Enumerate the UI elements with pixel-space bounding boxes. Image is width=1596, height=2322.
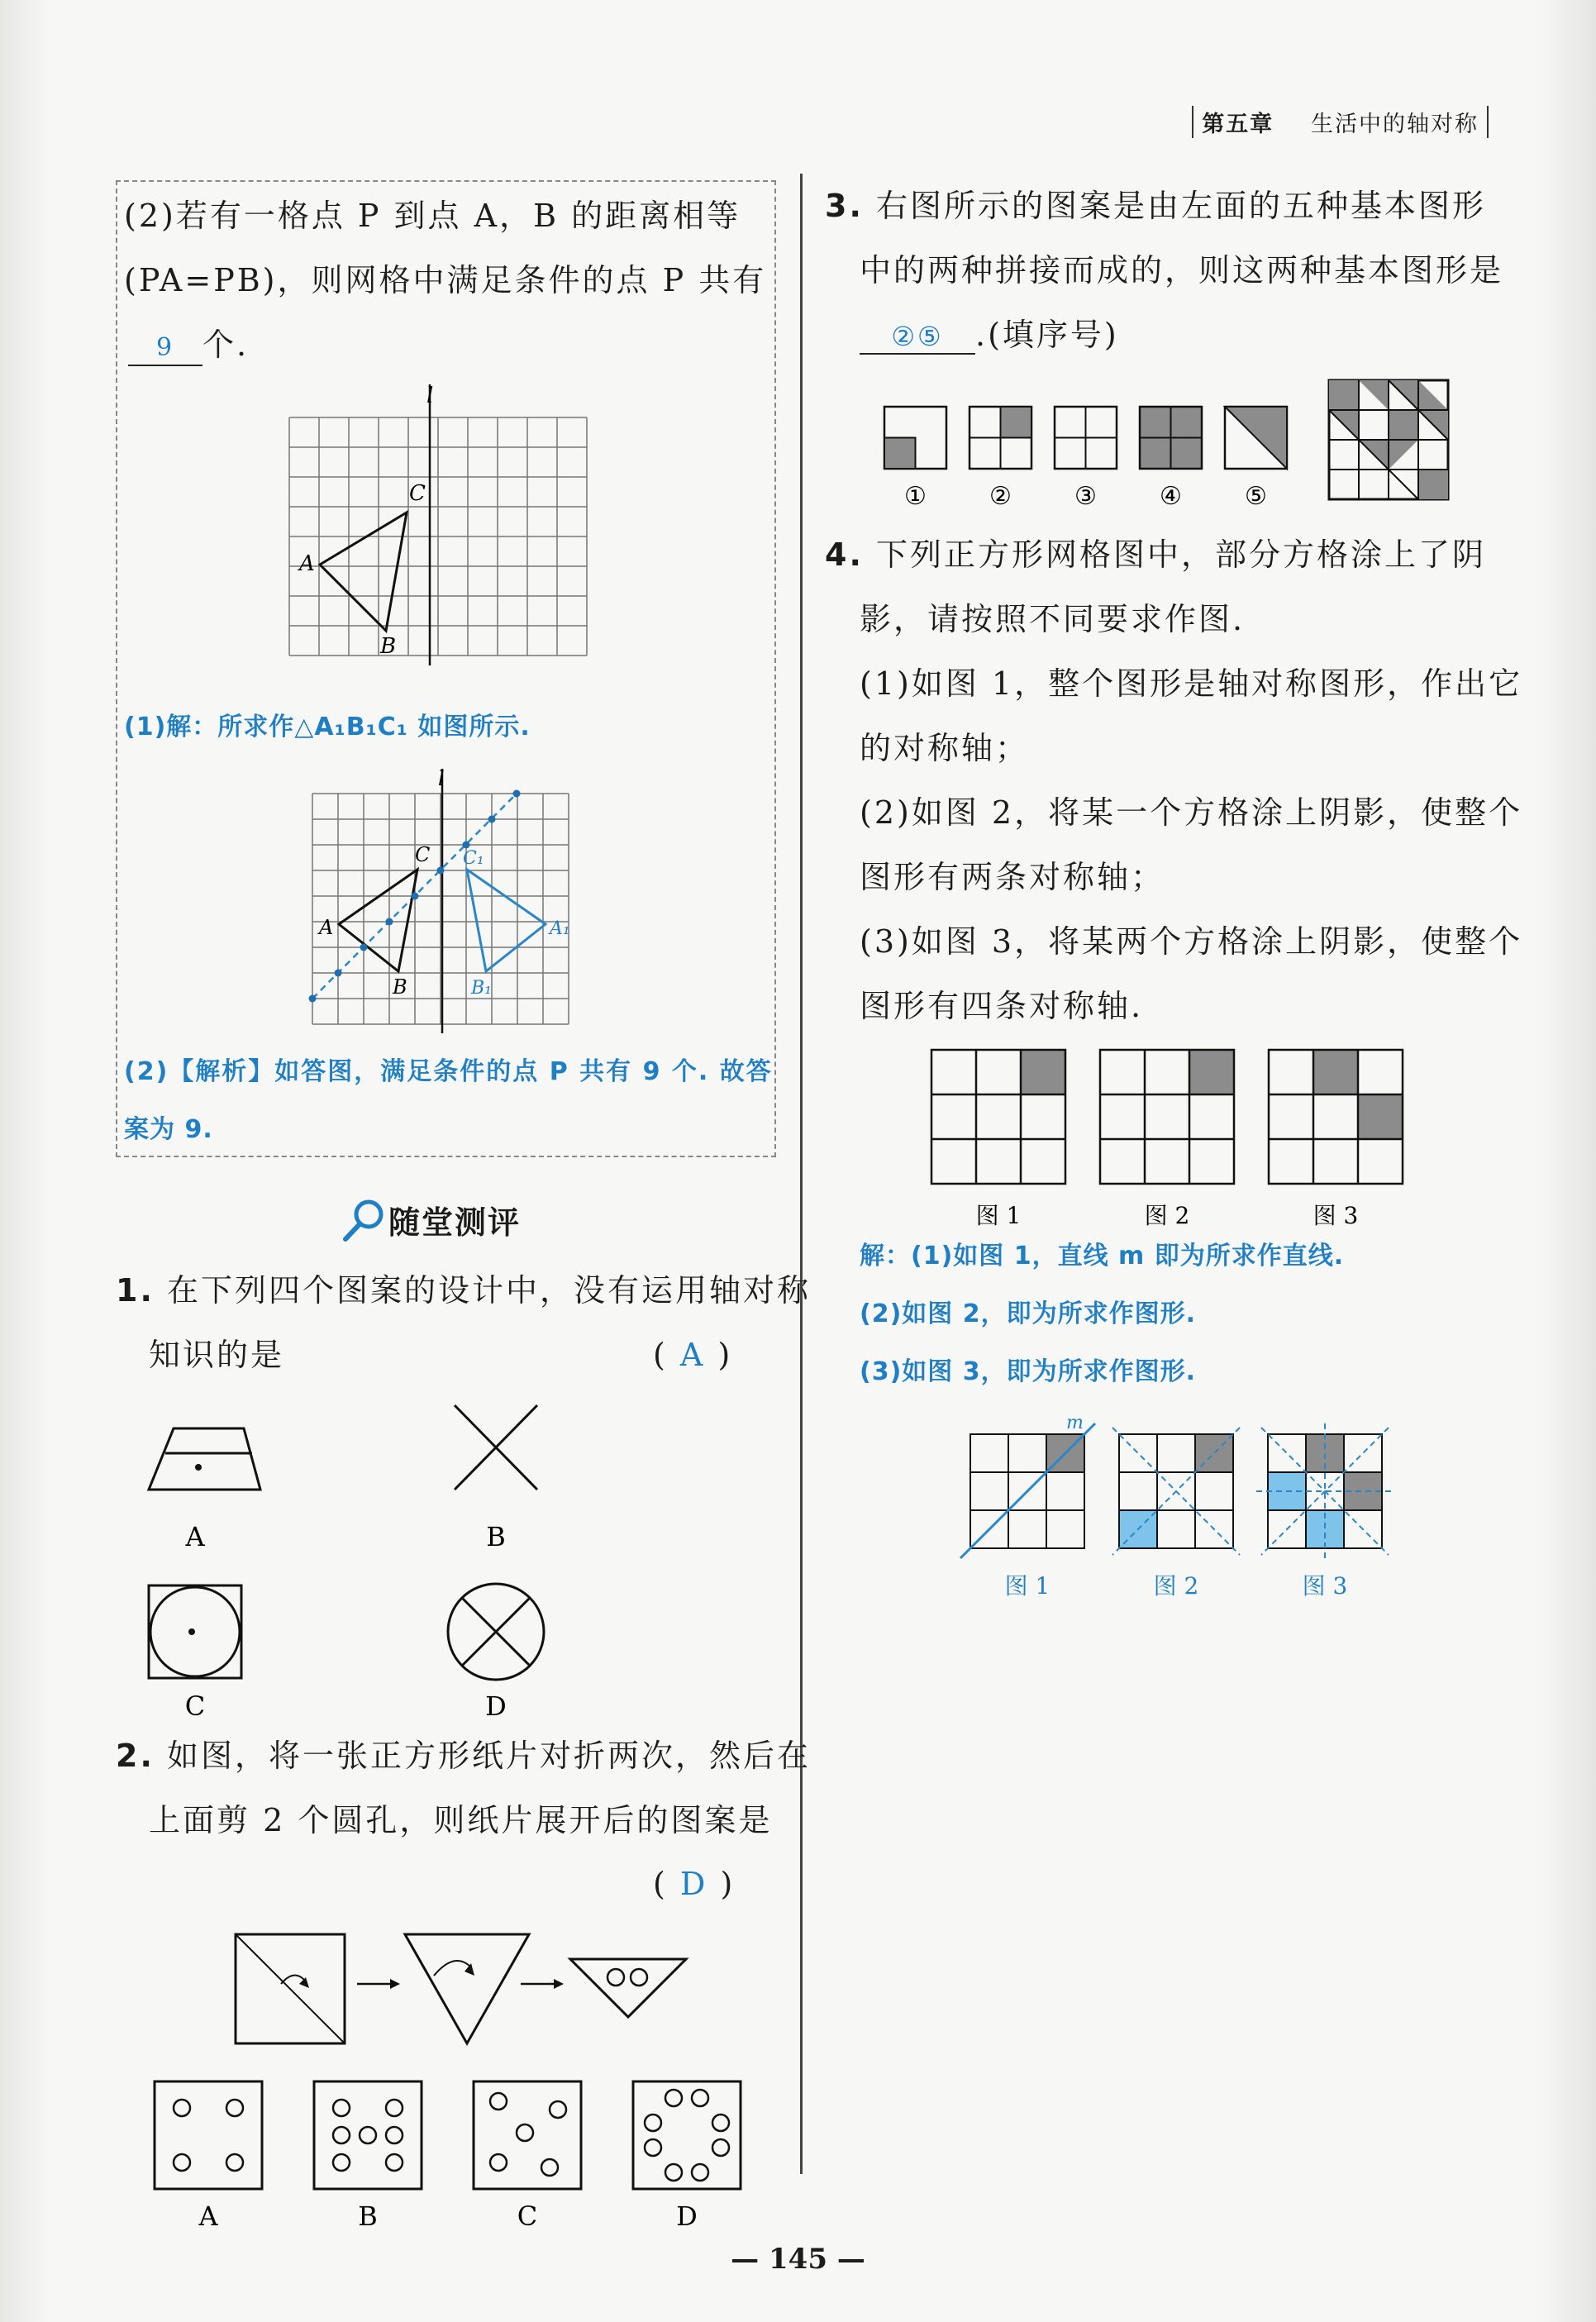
q3-line1: 右图所示的图案是由左面的五种基本图形	[875, 188, 1486, 224]
shape-label-5: ⑤	[1245, 482, 1267, 511]
answer-fig-label-2: 图 2	[1153, 1572, 1199, 1600]
q2-line2: (PA=PB)，则网格中满足条件的点 P 共有	[124, 262, 767, 298]
shape-2	[970, 407, 1031, 469]
fold-step-2	[405, 1934, 529, 2043]
shape-label-1: ①	[904, 482, 927, 511]
solution-2-line1: (2)【解析】如答图，满足条件的点 P 共有 9 个. 故答	[124, 1057, 773, 1086]
q4-part1-line1: (1)如图 1，整个图形是轴对称图形，作出它	[860, 665, 1523, 702]
shape-4	[1140, 407, 1202, 469]
label-b1: B₁	[471, 978, 492, 999]
q2b-option-b	[314, 2081, 422, 2189]
composite-pattern	[1329, 380, 1448, 499]
q4-part2-line2: 图形有两条对称轴；	[860, 859, 1165, 895]
q4-part1-line2: 的对称轴；	[860, 730, 1030, 766]
option-a-trapezoid	[149, 1428, 260, 1490]
question-figure-2	[1100, 1050, 1234, 1184]
q2b-answer: D	[679, 1866, 708, 1902]
label-b-2: B	[393, 975, 407, 999]
q3-basic-shapes	[876, 372, 1471, 513]
column-divider	[800, 174, 803, 2174]
solution-1: (1)解：所求作△A₁B₁C₁ 如图所示.	[124, 713, 531, 741]
section-title: 随堂测评	[388, 1204, 522, 1241]
page-number-value: 145	[769, 2243, 827, 2276]
chapter-header	[1192, 106, 1489, 138]
q4-question-grids	[917, 1046, 1446, 1244]
label-c1: C₁	[463, 848, 484, 869]
q1-option-a-label: A	[185, 1521, 205, 1552]
triangle-a1b1c1	[467, 870, 545, 971]
q3-tail: .(填序号)	[975, 317, 1119, 353]
page-number: — 145 —	[731, 2243, 865, 2276]
shape-5	[1225, 407, 1287, 469]
label-l-2: l	[438, 769, 445, 790]
section-header	[339, 1194, 521, 1244]
q1-line2: 知识的是	[149, 1337, 285, 1373]
q3-line2: 中的两种拼接而成的，则这两种基本图形是	[860, 252, 1504, 288]
label-a-2: A	[319, 916, 334, 939]
answer-figure-1	[960, 1414, 1095, 1558]
q4-answer-grids	[950, 1414, 1413, 1612]
q2b-option-b-label: B	[358, 2200, 378, 2232]
q2b-option-c-label: C	[517, 2200, 538, 2232]
answer-figure-2	[1112, 1428, 1240, 1555]
q2b-number: 2.	[116, 1738, 155, 1774]
grid-figure-1	[281, 384, 595, 665]
shape-label-2: ②	[989, 482, 1012, 511]
q4-solution-1: 解：(1)如图 1，直线 m 即为所求作直线.	[860, 1242, 1345, 1271]
answer-fig-label-3: 图 3	[1302, 1572, 1348, 1600]
q3-answer-blank: ②⑤	[860, 320, 975, 355]
solution-2-line2: 案为 9.	[124, 1115, 213, 1144]
shape-label-3: ③	[1074, 482, 1097, 511]
answer-fig-label-1: 图 1	[1004, 1572, 1051, 1600]
triangle-abc-2	[339, 870, 417, 971]
question-figure-3	[1269, 1050, 1403, 1184]
q4-number: 4.	[825, 536, 864, 573]
shape-3	[1055, 407, 1117, 469]
q2b-line2: 上面剪 2 个圆孔，则纸片展开后的图案是	[149, 1802, 773, 1838]
shape-label-4: ④	[1160, 482, 1182, 511]
q3-number: 3.	[825, 188, 864, 224]
q1-option-b-label: B	[486, 1521, 506, 1552]
q2b-option-c	[474, 2081, 581, 2189]
chapter-number: 第五章	[1202, 112, 1274, 137]
q1-number: 1.	[116, 1272, 155, 1309]
q1-option-d-label: D	[485, 1690, 507, 1722]
q1-option-c-label: C	[184, 1690, 206, 1722]
q4-part2-line1: (2)如图 2，将某一个方格涂上阴影，使整个	[860, 794, 1523, 831]
fig-label-3: 图 3	[1313, 1202, 1359, 1229]
label-c: C	[409, 481, 426, 506]
axis-m	[960, 1423, 1095, 1558]
q4-part3-line2: 图形有四条对称轴.	[860, 988, 1144, 1024]
shape-1	[884, 407, 946, 469]
magnifier-icon	[339, 1194, 388, 1244]
label-a1: A₁	[550, 918, 570, 939]
fig-label-1: 图 1	[975, 1202, 1022, 1229]
q4-part3-line1: (3)如图 3，将某两个方格涂上阴影，使整个	[860, 923, 1523, 960]
label-l: l	[426, 384, 434, 408]
chapter-title: 生活中的轴对称	[1311, 112, 1479, 137]
q2-answer-blank: 9	[128, 331, 202, 366]
q2-line1: (2)若有一格点 P 到点 A，B 的距离相等	[124, 198, 741, 234]
q2b-option-a	[155, 2081, 262, 2189]
fold-step-3	[570, 1959, 686, 2017]
triangle-abc	[320, 513, 407, 631]
label-b: B	[380, 634, 397, 659]
q4-line1: 下列正方形网格图中，部分方格涂上了阴	[875, 536, 1486, 573]
q4-line2: 影，请按照不同要求作图.	[860, 601, 1246, 637]
q4-solution-3: (3)如图 3，即为所求作图形.	[860, 1357, 1197, 1386]
q2b-option-d-label: D	[676, 2200, 698, 2232]
q2b-line1: 如图，将一张正方形纸片对折两次，然后在	[166, 1738, 811, 1774]
question-figure-1	[931, 1050, 1065, 1184]
grid-figure-2	[306, 769, 579, 1033]
q2b-figures	[141, 1926, 769, 2240]
label-a: A	[299, 551, 315, 576]
q4-solution-2: (2)如图 2，即为所求作图形.	[860, 1299, 1197, 1328]
q1-answer: A	[679, 1337, 706, 1373]
answer-figure-3	[1256, 1423, 1394, 1559]
q1-line1: 在下列四个图案的设计中，没有运用轴对称	[166, 1272, 811, 1309]
q2-unit: 个.	[202, 327, 250, 363]
fig-label-2: 图 2	[1144, 1202, 1190, 1229]
q2b-option-d	[633, 2081, 741, 2189]
label-m: m	[1066, 1414, 1084, 1433]
q1-figures	[132, 1397, 595, 1728]
q2b-option-a-label: A	[198, 2200, 218, 2232]
label-c-2: C	[415, 843, 431, 866]
